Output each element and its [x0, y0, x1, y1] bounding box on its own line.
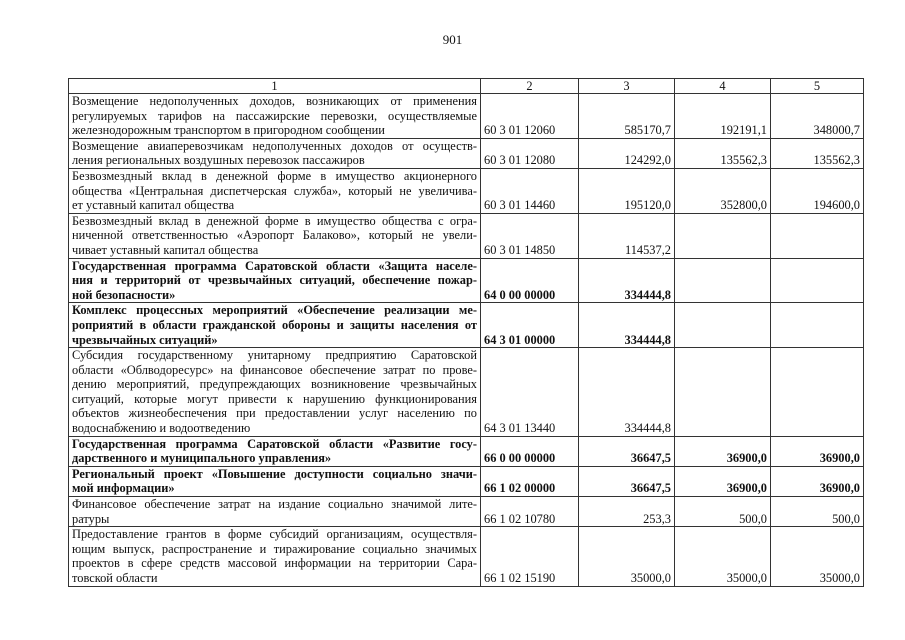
- row-value-col3: 334444,8: [579, 348, 675, 437]
- row-value-col4: 135562,3: [675, 138, 771, 168]
- description-line: Субсидия государственному унитарному предприятию Саратовской: [72, 348, 477, 363]
- row-code: 64 0 00 00000: [481, 258, 579, 303]
- description-line: регулируемых тарифов на пассажирские перевозки, осуществляемые: [72, 108, 477, 123]
- table-row: [69, 94, 864, 139]
- description-line: водоснабжению и водоотведению: [72, 421, 251, 436]
- description-line: Предоставление грантов в форме субсидий организациям, осуществля-: [72, 527, 477, 542]
- row-value-col3: 585170,7: [579, 94, 675, 139]
- row-value-col5: 194600,0: [771, 168, 864, 213]
- row-value-col4: [675, 213, 771, 258]
- row-value-col5: [771, 213, 864, 258]
- row-code: 66 1 02 00000: [481, 466, 579, 496]
- description-line: общества «Центральная диспетчерская служба», который не увеличива-: [72, 183, 477, 198]
- description-line: Государственная программа Саратовской области «Развитие госу-: [72, 436, 477, 451]
- description-line: роприятий в области гражданской обороны и защиты населения от: [72, 317, 477, 332]
- column-header-5: 5: [771, 79, 864, 94]
- row-value-col4: [675, 303, 771, 348]
- column-header-3: 3: [579, 79, 675, 94]
- row-code: 66 1 02 15190: [481, 527, 579, 586]
- table-row: [69, 213, 864, 258]
- row-description: [69, 436, 481, 466]
- description-line: проектов в сфере средств массовой информации на территории Сара-: [72, 556, 477, 571]
- row-value-col4: [675, 348, 771, 437]
- description-line: Безвозмездный вклад в денежной форме в имущество общества с огра-: [72, 213, 477, 228]
- description-line: ной безопасности»: [72, 287, 176, 302]
- table-row: [69, 303, 864, 348]
- row-code: 60 3 01 14460: [481, 168, 579, 213]
- description-line: Безвозмездный вклад в денежной форме в имущество акционерного: [72, 168, 477, 183]
- description-line: Финансовое обеспечение затрат на издание социально значимой лите-: [72, 497, 477, 512]
- row-value-col5: 348000,7: [771, 94, 864, 139]
- description-line: объектов жизнеобеспечения при предоставлении услуг населению по: [72, 406, 477, 421]
- row-value-col5: 135562,3: [771, 138, 864, 168]
- description-line: ет уставный капитал общества: [72, 198, 235, 213]
- row-value-col4: 36900,0: [675, 436, 771, 466]
- description-line: дарственного и муниципального управления»: [72, 451, 332, 466]
- row-value-col5: 35000,0: [771, 527, 864, 586]
- table-row: [69, 168, 864, 213]
- table-row: [69, 497, 864, 527]
- description-line: Комплекс процессных мероприятий «Обеспечение реализации ме-: [72, 303, 477, 318]
- row-value-col3: 36647,5: [579, 436, 675, 466]
- row-value-col4: 36900,0: [675, 466, 771, 496]
- table-row: [69, 436, 864, 466]
- table-row: [69, 348, 864, 437]
- row-code: 60 3 01 12080: [481, 138, 579, 168]
- row-value-col4: 192191,1: [675, 94, 771, 139]
- row-value-col5: 36900,0: [771, 436, 864, 466]
- description-line: чивает уставный капитал общества: [72, 242, 259, 257]
- row-value-col3: 253,3: [579, 497, 675, 527]
- description-line: ситуаций, которые могут привести к нарушению функционирования: [72, 391, 477, 406]
- description-line: Региональный проект «Повышение доступности социально значи-: [72, 466, 477, 481]
- row-value-col4: 352800,0: [675, 168, 771, 213]
- row-value-col4: 35000,0: [675, 527, 771, 586]
- row-value-col4: [675, 258, 771, 303]
- description-line: мой информации»: [72, 481, 175, 496]
- description-line: товской области: [72, 571, 158, 585]
- row-value-col3: 35000,0: [579, 527, 675, 586]
- row-description: [69, 348, 481, 437]
- row-code: 66 0 00 00000: [481, 436, 579, 466]
- row-description: [69, 258, 481, 303]
- description-line: ниченной ответственностью «Аэропорт Балаково», который не увели-: [72, 228, 477, 243]
- description-line: ния и территорий от чрезвычайных ситуаций, обеспечение пожар-: [72, 273, 477, 288]
- row-value-col5: [771, 348, 864, 437]
- row-description: [69, 497, 481, 527]
- row-description: [69, 213, 481, 258]
- table-row: [69, 258, 864, 303]
- row-value-col3: 124292,0: [579, 138, 675, 168]
- row-description: [69, 94, 481, 139]
- description-line: железнодорожным транспортом в пригородном сообщении: [72, 123, 385, 138]
- description-line: ления региональных воздушных перевозок пассажиров: [72, 153, 365, 168]
- row-description: [69, 303, 481, 348]
- row-value-col3: 36647,5: [579, 466, 675, 496]
- description-line: Возмещение авиаперевозчикам недополученных доходов от осуществ-: [72, 138, 477, 153]
- row-value-col5: 500,0: [771, 497, 864, 527]
- row-code: 60 3 01 14850: [481, 213, 579, 258]
- row-description: [69, 138, 481, 168]
- table-row: [69, 138, 864, 168]
- description-line: Государственная программа Саратовской области «Защита населе-: [72, 258, 477, 273]
- description-line: ющим выпуск, распространение и тиражирование социально значимых: [72, 541, 477, 556]
- description-line: чрезвычайных ситуаций»: [72, 332, 218, 347]
- description-line: ратуры: [72, 511, 110, 526]
- row-description: [69, 527, 481, 586]
- description-line: дению мероприятий, предупреждающих возникновение чрезвычайных: [72, 377, 477, 392]
- row-code: 64 3 01 13440: [481, 348, 579, 437]
- row-code: 64 3 01 00000: [481, 303, 579, 348]
- column-header-4: 4: [675, 79, 771, 94]
- description-line: области «Облводоресурс» на финансовое обеспечение затрат по прове-: [72, 362, 477, 377]
- row-description: [69, 168, 481, 213]
- row-value-col5: [771, 258, 864, 303]
- row-value-col3: 195120,0: [579, 168, 675, 213]
- row-description: [69, 466, 481, 496]
- row-value-col3: 334444,8: [579, 258, 675, 303]
- row-value-col5: 36900,0: [771, 466, 864, 496]
- row-value-col5: [771, 303, 864, 348]
- budget-table: [68, 78, 864, 587]
- table-row: [69, 466, 864, 496]
- row-code: 60 3 01 12060: [481, 94, 579, 139]
- description-line: Возмещение недополученных доходов, возникающих от применения: [72, 94, 477, 108]
- row-value-col3: 334444,8: [579, 303, 675, 348]
- row-value-col3: 114537,2: [579, 213, 675, 258]
- column-header-1: 1: [69, 79, 481, 94]
- column-header-2: 2: [481, 79, 579, 94]
- page-number: 901: [442, 32, 463, 47]
- table-row: [69, 527, 864, 586]
- row-code: 66 1 02 10780: [481, 497, 579, 527]
- row-value-col4: 500,0: [675, 497, 771, 527]
- table-header-row: [69, 79, 864, 94]
